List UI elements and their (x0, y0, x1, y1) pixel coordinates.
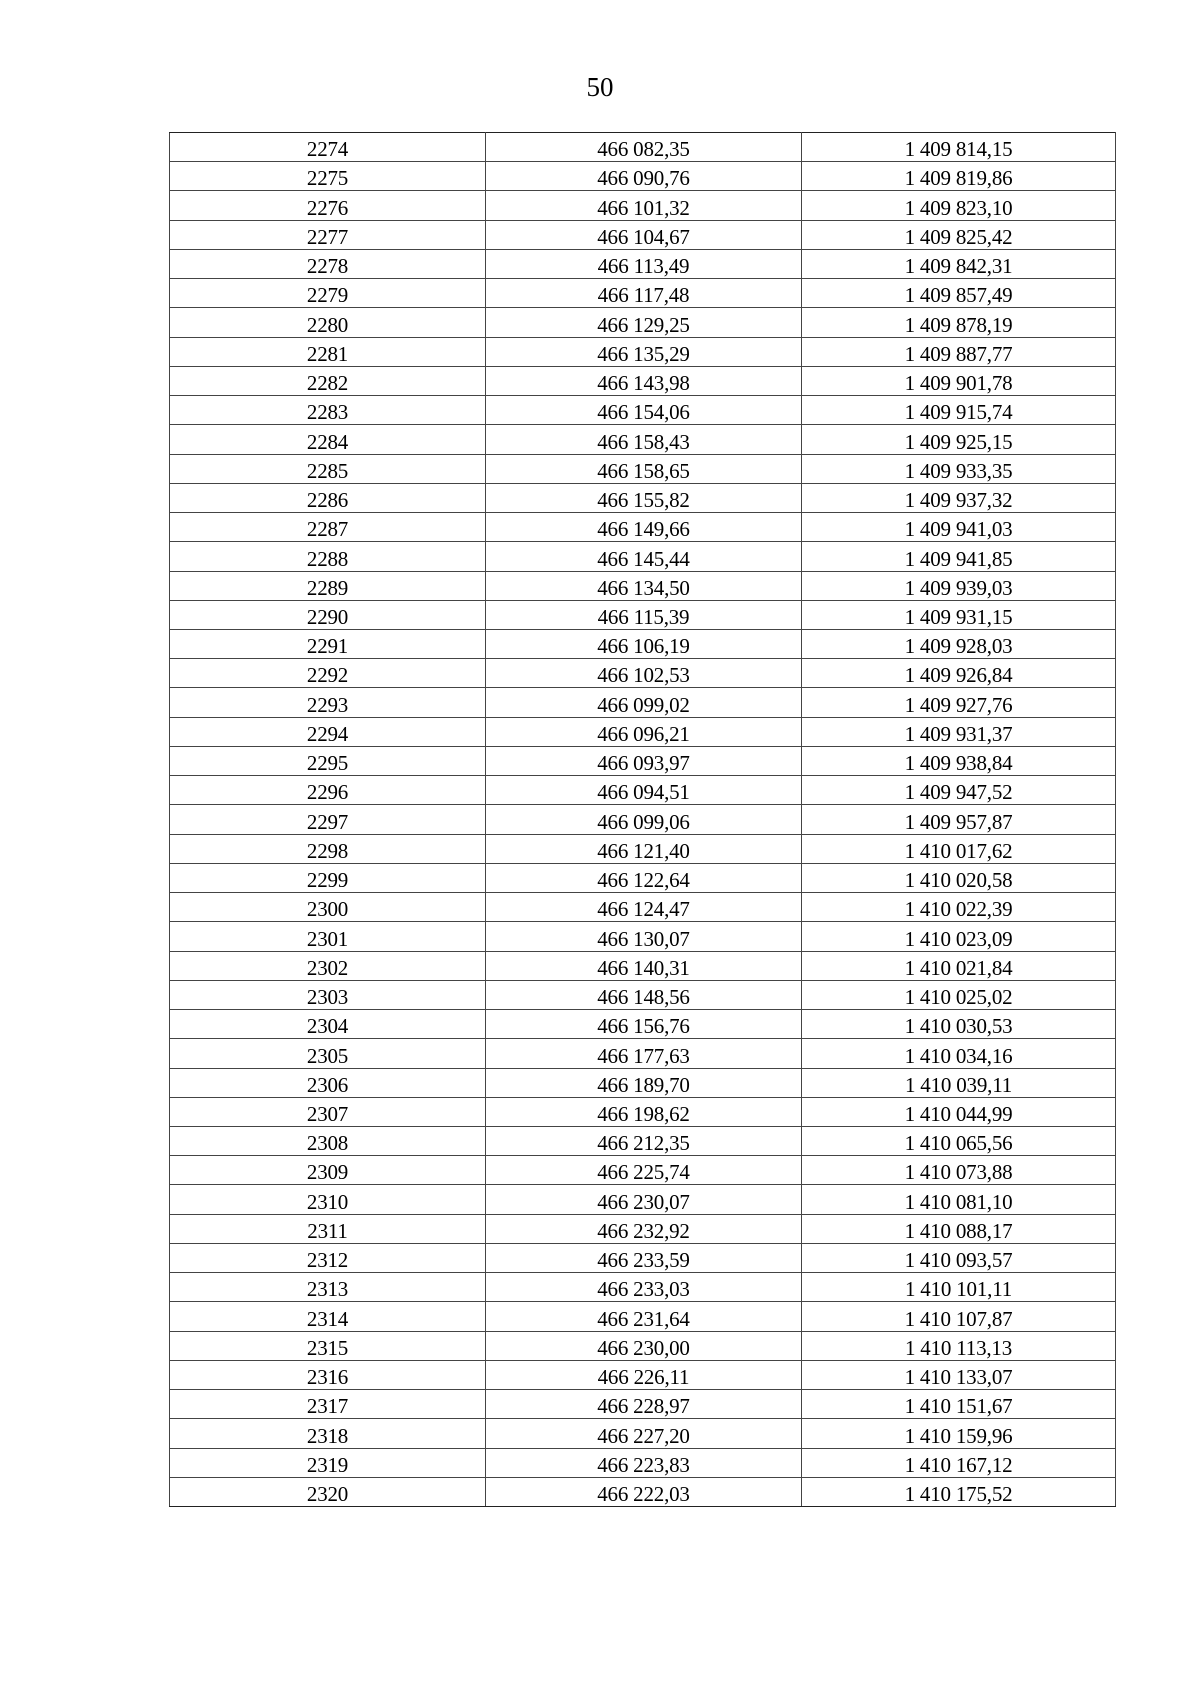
x-coordinate-cell: 466 099,02 (486, 688, 802, 717)
y-coordinate-cell: 1 409 857,49 (802, 279, 1116, 308)
point-number-cell: 2293 (170, 688, 486, 717)
point-number-cell: 2278 (170, 249, 486, 278)
x-coordinate-cell: 466 230,07 (486, 1185, 802, 1214)
x-coordinate-cell: 466 223,83 (486, 1448, 802, 1477)
x-coordinate-cell: 466 222,03 (486, 1477, 802, 1506)
x-coordinate-cell: 466 233,59 (486, 1243, 802, 1272)
x-coordinate-cell: 466 145,44 (486, 542, 802, 571)
point-number-cell: 2281 (170, 337, 486, 366)
y-coordinate-cell: 1 409 927,76 (802, 688, 1116, 717)
point-number-cell: 2287 (170, 513, 486, 542)
table-row (170, 834, 1116, 863)
table-row (170, 1360, 1116, 1389)
table-row (170, 1448, 1116, 1477)
point-number-cell: 2289 (170, 571, 486, 600)
y-coordinate-cell: 1 410 167,12 (802, 1448, 1116, 1477)
point-number-cell: 2306 (170, 1068, 486, 1097)
y-coordinate-cell: 1 410 101,11 (802, 1273, 1116, 1302)
y-coordinate-cell: 1 409 957,87 (802, 805, 1116, 834)
x-coordinate-cell: 466 102,53 (486, 659, 802, 688)
x-coordinate-cell: 466 233,03 (486, 1273, 802, 1302)
table-row (170, 980, 1116, 1009)
point-number-cell: 2308 (170, 1126, 486, 1155)
point-number-cell: 2294 (170, 717, 486, 746)
point-number-cell: 2280 (170, 308, 486, 337)
x-coordinate-cell: 466 104,67 (486, 220, 802, 249)
table-row (170, 133, 1116, 162)
table-row (170, 746, 1116, 775)
point-number-cell: 2304 (170, 1010, 486, 1039)
point-number-cell: 2318 (170, 1419, 486, 1448)
table-row (170, 1039, 1116, 1068)
table-row (170, 1126, 1116, 1155)
x-coordinate-cell: 466 225,74 (486, 1156, 802, 1185)
y-coordinate-cell: 1 409 938,84 (802, 746, 1116, 775)
x-coordinate-cell: 466 189,70 (486, 1068, 802, 1097)
table-row (170, 162, 1116, 191)
x-coordinate-cell: 466 143,98 (486, 366, 802, 395)
table-row (170, 308, 1116, 337)
point-number-cell: 2305 (170, 1039, 486, 1068)
point-number-cell: 2299 (170, 863, 486, 892)
y-coordinate-cell: 1 410 107,87 (802, 1302, 1116, 1331)
y-coordinate-cell: 1 409 823,10 (802, 191, 1116, 220)
table-row (170, 805, 1116, 834)
point-number-cell: 2300 (170, 893, 486, 922)
y-coordinate-cell: 1 410 065,56 (802, 1126, 1116, 1155)
x-coordinate-cell: 466 228,97 (486, 1390, 802, 1419)
table-row (170, 776, 1116, 805)
y-coordinate-cell: 1 409 901,78 (802, 366, 1116, 395)
x-coordinate-cell: 466 115,39 (486, 600, 802, 629)
x-coordinate-cell: 466 232,92 (486, 1214, 802, 1243)
table-row (170, 600, 1116, 629)
y-coordinate-cell: 1 410 025,02 (802, 980, 1116, 1009)
x-coordinate-cell: 466 230,00 (486, 1331, 802, 1360)
x-coordinate-cell: 466 177,63 (486, 1039, 802, 1068)
y-coordinate-cell: 1 410 044,99 (802, 1097, 1116, 1126)
y-coordinate-cell: 1 410 151,67 (802, 1390, 1116, 1419)
y-coordinate-cell: 1 410 030,53 (802, 1010, 1116, 1039)
table-row (170, 688, 1116, 717)
y-coordinate-cell: 1 410 113,13 (802, 1331, 1116, 1360)
point-number-cell: 2290 (170, 600, 486, 629)
point-number-cell: 2320 (170, 1477, 486, 1506)
y-coordinate-cell: 1 409 915,74 (802, 396, 1116, 425)
table-row (170, 1156, 1116, 1185)
x-coordinate-cell: 466 117,48 (486, 279, 802, 308)
point-number-cell: 2292 (170, 659, 486, 688)
x-coordinate-cell: 466 140,31 (486, 951, 802, 980)
y-coordinate-cell: 1 410 175,52 (802, 1477, 1116, 1506)
x-coordinate-cell: 466 226,11 (486, 1360, 802, 1389)
point-number-cell: 2314 (170, 1302, 486, 1331)
y-coordinate-cell: 1 409 926,84 (802, 659, 1116, 688)
y-coordinate-cell: 1 409 939,03 (802, 571, 1116, 600)
x-coordinate-cell: 466 158,43 (486, 425, 802, 454)
coordinates-table (169, 132, 1116, 1507)
table-row (170, 1302, 1116, 1331)
table-row (170, 513, 1116, 542)
point-number-cell: 2317 (170, 1390, 486, 1419)
table-row (170, 220, 1116, 249)
y-coordinate-cell: 1 410 088,17 (802, 1214, 1116, 1243)
y-coordinate-cell: 1 410 023,09 (802, 922, 1116, 951)
point-number-cell: 2291 (170, 629, 486, 658)
x-coordinate-cell: 466 155,82 (486, 483, 802, 512)
y-coordinate-cell: 1 409 931,37 (802, 717, 1116, 746)
point-number-cell: 2319 (170, 1448, 486, 1477)
y-coordinate-cell: 1 409 814,15 (802, 133, 1116, 162)
point-number-cell: 2283 (170, 396, 486, 425)
coordinates-table-body (170, 133, 1116, 1507)
table-row (170, 571, 1116, 600)
table-row (170, 1068, 1116, 1097)
point-number-cell: 2311 (170, 1214, 486, 1243)
table-row (170, 1010, 1116, 1039)
table-row (170, 863, 1116, 892)
x-coordinate-cell: 466 093,97 (486, 746, 802, 775)
point-number-cell: 2307 (170, 1097, 486, 1126)
point-number-cell: 2316 (170, 1360, 486, 1389)
point-number-cell: 2286 (170, 483, 486, 512)
y-coordinate-cell: 1 410 159,96 (802, 1419, 1116, 1448)
x-coordinate-cell: 466 158,65 (486, 454, 802, 483)
table-row (170, 1390, 1116, 1419)
x-coordinate-cell: 466 096,21 (486, 717, 802, 746)
y-coordinate-cell: 1 410 020,58 (802, 863, 1116, 892)
x-coordinate-cell: 466 198,62 (486, 1097, 802, 1126)
y-coordinate-cell: 1 410 034,16 (802, 1039, 1116, 1068)
table-row (170, 191, 1116, 220)
table-row (170, 922, 1116, 951)
table-row (170, 659, 1116, 688)
point-number-cell: 2313 (170, 1273, 486, 1302)
y-coordinate-cell: 1 409 825,42 (802, 220, 1116, 249)
x-coordinate-cell: 466 106,19 (486, 629, 802, 658)
table-row (170, 717, 1116, 746)
table-row (170, 1419, 1116, 1448)
point-number-cell: 2284 (170, 425, 486, 454)
point-number-cell: 2277 (170, 220, 486, 249)
table-row (170, 249, 1116, 278)
y-coordinate-cell: 1 409 941,03 (802, 513, 1116, 542)
y-coordinate-cell: 1 409 931,15 (802, 600, 1116, 629)
y-coordinate-cell: 1 409 937,32 (802, 483, 1116, 512)
y-coordinate-cell: 1 410 093,57 (802, 1243, 1116, 1272)
y-coordinate-cell: 1 409 819,86 (802, 162, 1116, 191)
table-row (170, 629, 1116, 658)
table-row (170, 366, 1116, 395)
point-number-cell: 2301 (170, 922, 486, 951)
point-number-cell: 2312 (170, 1243, 486, 1272)
x-coordinate-cell: 466 156,76 (486, 1010, 802, 1039)
x-coordinate-cell: 466 090,76 (486, 162, 802, 191)
table-row (170, 396, 1116, 425)
x-coordinate-cell: 466 094,51 (486, 776, 802, 805)
x-coordinate-cell: 466 134,50 (486, 571, 802, 600)
page-number: 50 (586, 72, 614, 102)
table-row (170, 1273, 1116, 1302)
point-number-cell: 2303 (170, 980, 486, 1009)
point-number-cell: 2274 (170, 133, 486, 162)
table-row (170, 454, 1116, 483)
x-coordinate-cell: 466 212,35 (486, 1126, 802, 1155)
y-coordinate-cell: 1 409 933,35 (802, 454, 1116, 483)
y-coordinate-cell: 1 410 022,39 (802, 893, 1116, 922)
y-coordinate-cell: 1 409 941,85 (802, 542, 1116, 571)
point-number-cell: 2276 (170, 191, 486, 220)
x-coordinate-cell: 466 122,64 (486, 863, 802, 892)
y-coordinate-cell: 1 409 878,19 (802, 308, 1116, 337)
point-number-cell: 2297 (170, 805, 486, 834)
table-row (170, 1477, 1116, 1506)
point-number-cell: 2288 (170, 542, 486, 571)
table-row (170, 1097, 1116, 1126)
x-coordinate-cell: 466 082,35 (486, 133, 802, 162)
table-row (170, 337, 1116, 366)
x-coordinate-cell: 466 130,07 (486, 922, 802, 951)
x-coordinate-cell: 466 113,49 (486, 249, 802, 278)
x-coordinate-cell: 466 129,25 (486, 308, 802, 337)
point-number-cell: 2275 (170, 162, 486, 191)
point-number-cell: 2295 (170, 746, 486, 775)
y-coordinate-cell: 1 409 947,52 (802, 776, 1116, 805)
table-row (170, 425, 1116, 454)
x-coordinate-cell: 466 149,66 (486, 513, 802, 542)
x-coordinate-cell: 466 101,32 (486, 191, 802, 220)
y-coordinate-cell: 1 409 887,77 (802, 337, 1116, 366)
table-row (170, 542, 1116, 571)
y-coordinate-cell: 1 410 133,07 (802, 1360, 1116, 1389)
x-coordinate-cell: 466 227,20 (486, 1419, 802, 1448)
y-coordinate-cell: 1 409 925,15 (802, 425, 1116, 454)
point-number-cell: 2310 (170, 1185, 486, 1214)
table-row (170, 1243, 1116, 1272)
point-number-cell: 2285 (170, 454, 486, 483)
y-coordinate-cell: 1 409 842,31 (802, 249, 1116, 278)
table-row (170, 1185, 1116, 1214)
y-coordinate-cell: 1 410 021,84 (802, 951, 1116, 980)
y-coordinate-cell: 1 410 017,62 (802, 834, 1116, 863)
point-number-cell: 2282 (170, 366, 486, 395)
y-coordinate-cell: 1 410 081,10 (802, 1185, 1116, 1214)
point-number-cell: 2279 (170, 279, 486, 308)
point-number-cell: 2298 (170, 834, 486, 863)
x-coordinate-cell: 466 148,56 (486, 980, 802, 1009)
x-coordinate-cell: 466 154,06 (486, 396, 802, 425)
x-coordinate-cell: 466 099,06 (486, 805, 802, 834)
x-coordinate-cell: 466 231,64 (486, 1302, 802, 1331)
table-row (170, 893, 1116, 922)
point-number-cell: 2296 (170, 776, 486, 805)
x-coordinate-cell: 466 121,40 (486, 834, 802, 863)
y-coordinate-cell: 1 409 928,03 (802, 629, 1116, 658)
point-number-cell: 2309 (170, 1156, 486, 1185)
table-row (170, 1214, 1116, 1243)
table-row (170, 951, 1116, 980)
point-number-cell: 2315 (170, 1331, 486, 1360)
table-row (170, 483, 1116, 512)
x-coordinate-cell: 466 135,29 (486, 337, 802, 366)
point-number-cell: 2302 (170, 951, 486, 980)
table-row (170, 1331, 1116, 1360)
y-coordinate-cell: 1 410 039,11 (802, 1068, 1116, 1097)
y-coordinate-cell: 1 410 073,88 (802, 1156, 1116, 1185)
table-row (170, 279, 1116, 308)
x-coordinate-cell: 466 124,47 (486, 893, 802, 922)
